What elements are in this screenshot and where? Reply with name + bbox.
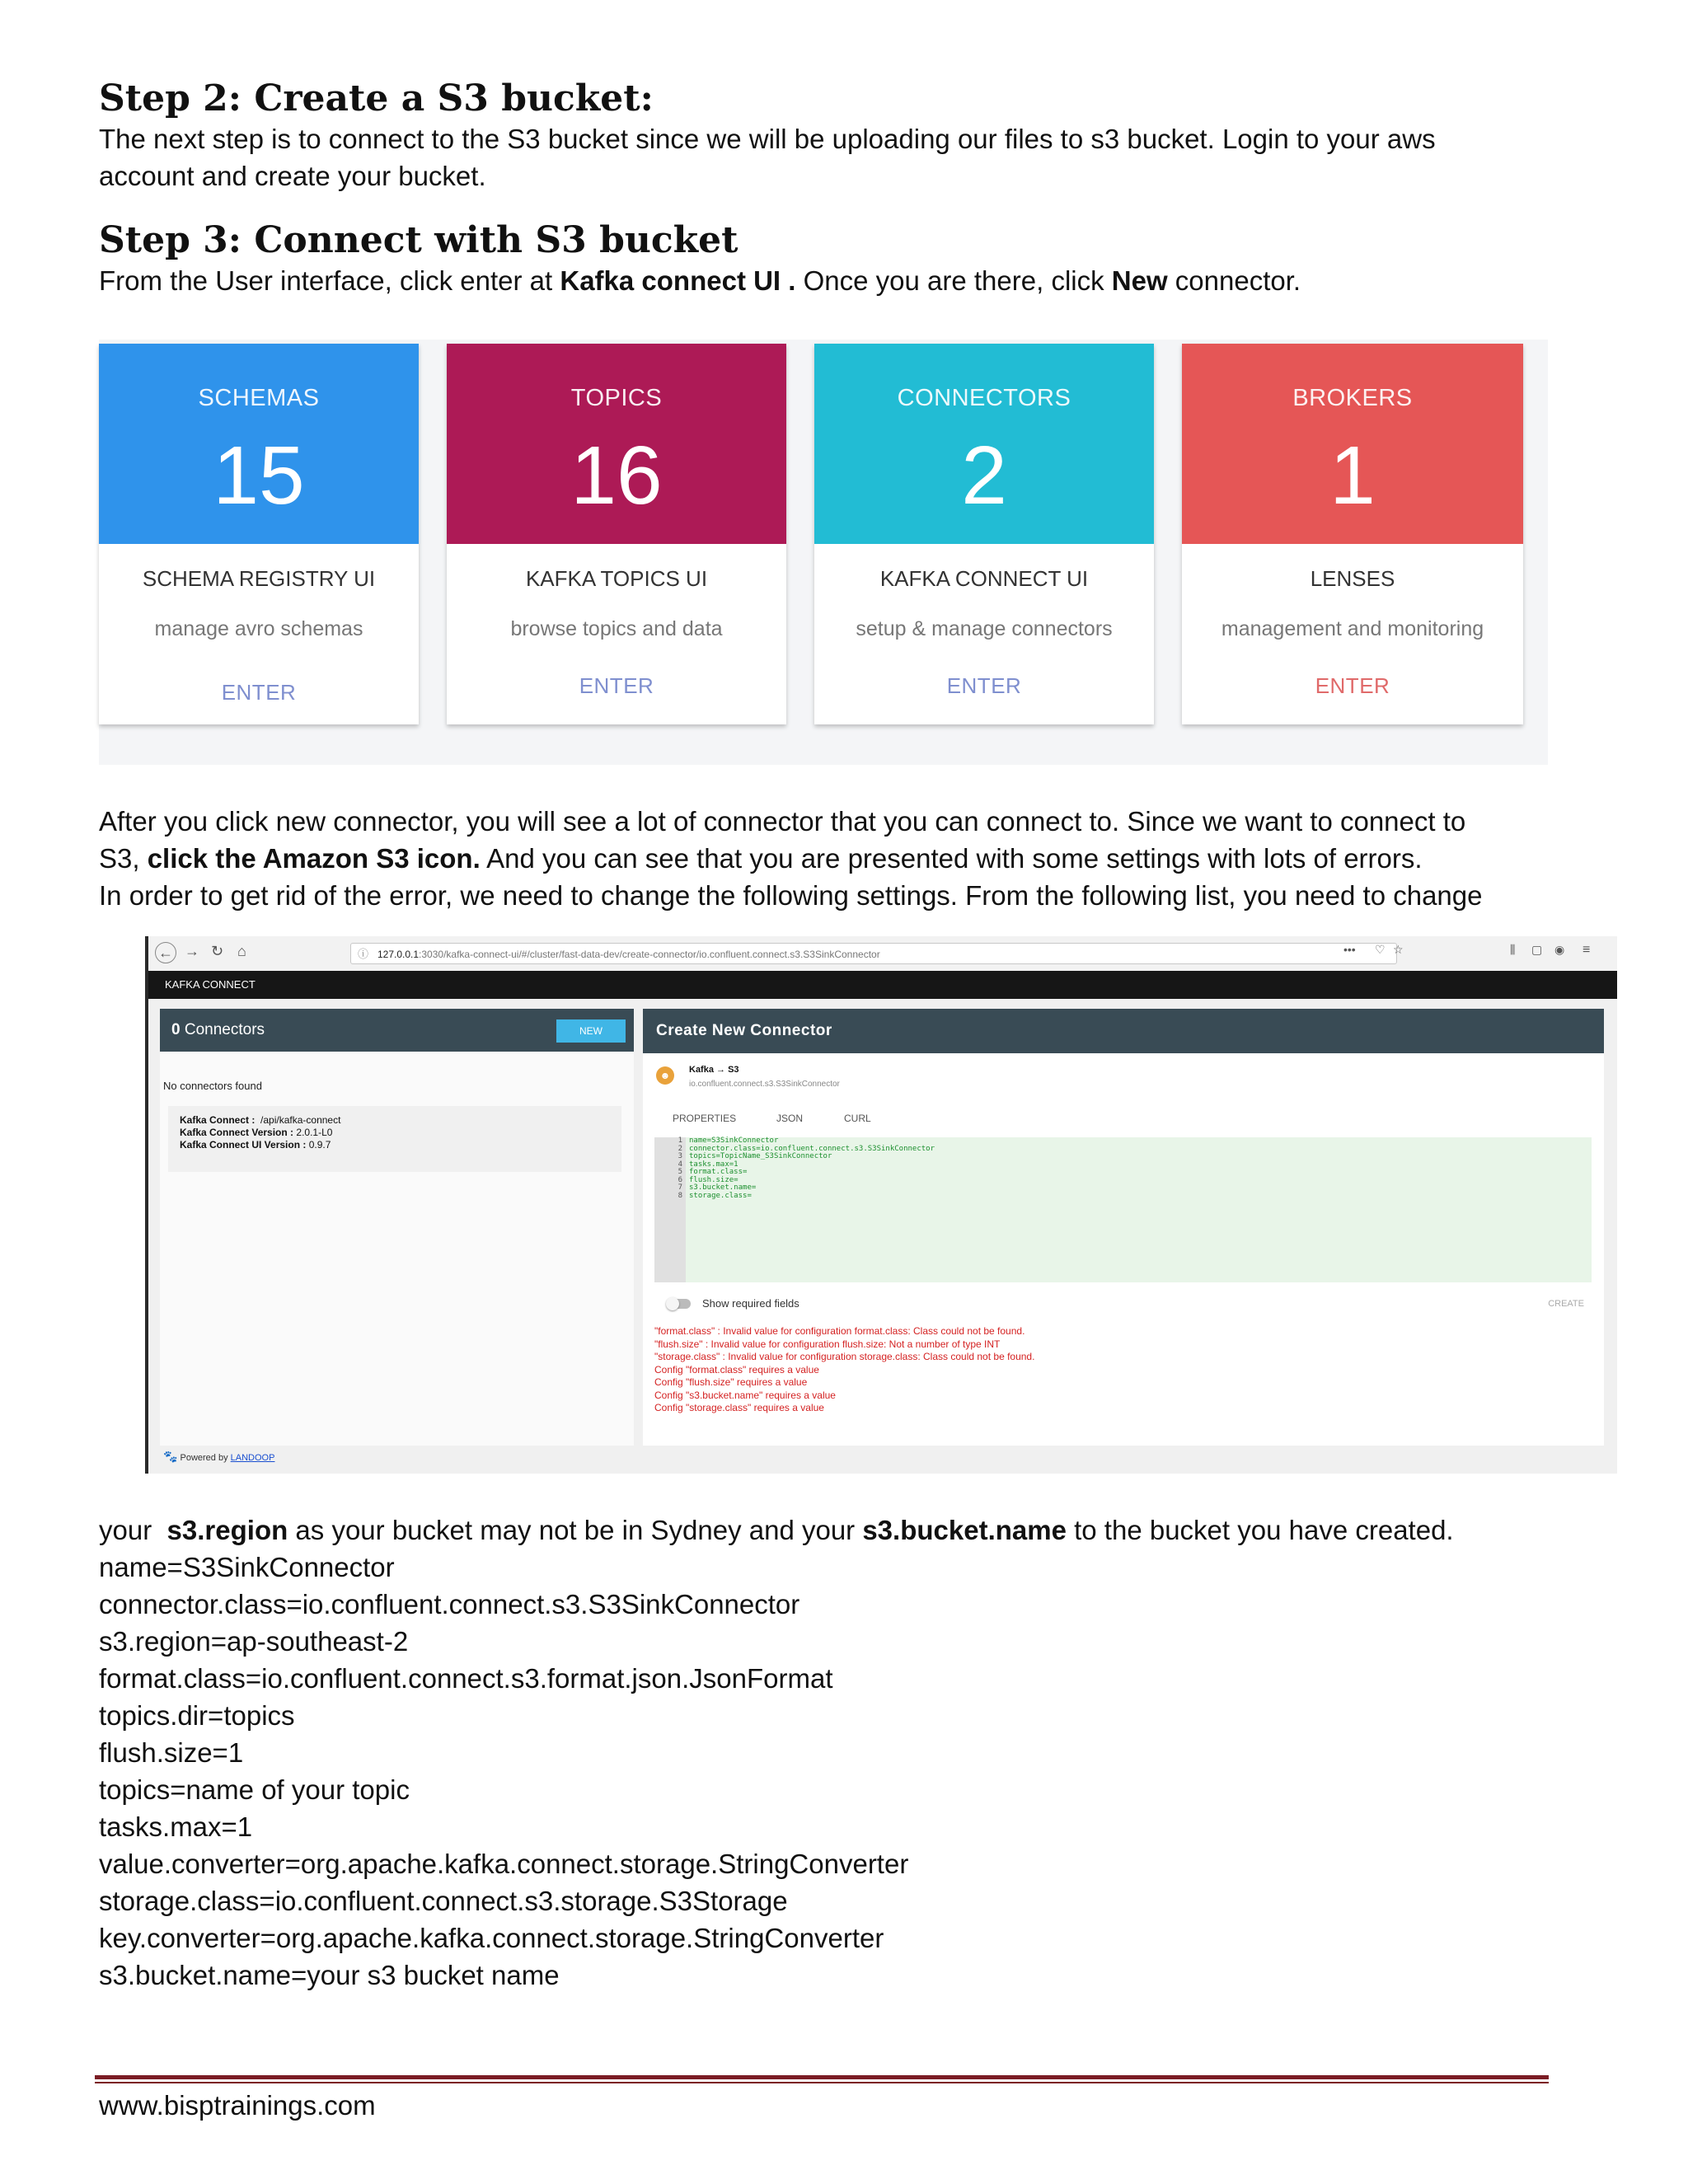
step3-intro-text-e: connector. — [1167, 265, 1301, 296]
step3-intro — [99, 262, 1550, 299]
reload-icon[interactable]: ↻ — [211, 943, 224, 959]
tile-connectors — [814, 344, 1154, 724]
account-icon[interactable]: ◉ — [1554, 943, 1565, 956]
properties-editor[interactable] — [654, 1137, 1592, 1282]
powered-by — [163, 1450, 274, 1464]
after-line2-c: And you can see that you are presented with some settings with lots of errors. — [480, 843, 1423, 874]
tile-connectors-category: CONNECTORS — [897, 385, 1071, 411]
footer — [99, 2087, 1550, 2124]
error-line: "flush.size" : Invalid value for configuration flush.size: Not a number of type INT — [654, 1338, 1001, 1350]
connector-class: io.confluent.connect.s3.S3SinkConnector — [689, 1080, 840, 1089]
tab-properties[interactable]: PROPERTIES — [673, 1113, 737, 1124]
app-title: KAFKA CONNECT — [148, 971, 1617, 999]
home-icon[interactable]: ⌂ — [237, 943, 246, 959]
landoop-link[interactable]: LANDOOP — [230, 1453, 275, 1463]
connector-name: Kafka → S3 — [689, 1065, 739, 1075]
tile-schemas-count: 15 — [213, 429, 305, 522]
after-line2 — [99, 840, 1550, 877]
connectors-title: Connectors — [184, 1021, 265, 1038]
setting-line: topics=name of your topic — [99, 1774, 410, 1805]
tile-connectors-desc: setup & manage connectors — [856, 617, 1113, 640]
tile-topics-header — [447, 344, 786, 544]
page-actions-icon[interactable]: ••• — [1343, 943, 1356, 956]
tile-topics-enter-button[interactable]: ENTER — [579, 673, 654, 698]
tile-topics-count: 16 — [570, 429, 663, 522]
step2-line2: account and create your bucket. — [99, 161, 486, 191]
tile-schemas-header — [99, 344, 419, 544]
info-label: Kafka Connect Version : — [180, 1127, 294, 1138]
settings-intro-s3-region: s3.region — [166, 1515, 288, 1545]
powered-by-text: Powered by — [180, 1453, 228, 1463]
tab-json[interactable]: JSON — [776, 1113, 804, 1124]
setting-line: s3.region=ap-southeast-2 — [99, 1626, 409, 1657]
tab-curl[interactable]: CURL — [844, 1113, 871, 1124]
landoop-dashboard-screenshot — [99, 340, 1548, 765]
tile-brokers-count: 1 — [1329, 429, 1376, 522]
footer-website: www.bisptrainings.com — [99, 2090, 376, 2121]
bookmark-star-icon[interactable]: ☆ — [1393, 943, 1404, 956]
setting-line: key.converter=org.apache.kafka.connect.storage.StringConverter — [99, 1923, 884, 1953]
error-line: "storage.class" : Invalid value for configuration storage.class: Class could not be found. — [654, 1351, 1035, 1362]
step3-intro-kafka-connect-ui: Kafka connect UI . — [560, 265, 796, 296]
tile-topics-desc: browse topics and data — [510, 617, 723, 640]
setting-line: topics.dir=topics — [99, 1700, 295, 1731]
tile-topics-category: TOPICS — [570, 385, 663, 411]
sidebar-icon[interactable]: ▢ — [1531, 943, 1543, 956]
step3-intro-text-c: Once you are there, click — [795, 265, 1112, 296]
tile-topics — [447, 344, 786, 724]
create-button[interactable]: CREATE — [1548, 1299, 1584, 1309]
settings-intro — [99, 1511, 1550, 1549]
error-line: Config "flush.size" requires a value — [654, 1376, 808, 1388]
footer-rule-thin — [95, 2082, 1549, 2083]
new-connector-button[interactable]: NEW — [556, 1019, 626, 1043]
code-line: topics=TopicName_S3SinkConnector — [689, 1152, 832, 1160]
step3-intro-new: New — [1111, 265, 1168, 296]
setting-line: s3.bucket.name=your s3 bucket name — [99, 1960, 560, 1990]
setting-line: tasks.max=1 — [99, 1811, 253, 1842]
tile-connectors-enter-button[interactable]: ENTER — [946, 673, 1022, 698]
pocket-icon[interactable]: ♡ — [1375, 943, 1386, 956]
setting-line: format.class=io.confluent.connect.s3.format.json.JsonFormat — [99, 1663, 833, 1694]
line-numbers: 1 2 3 4 5 6 7 8 — [654, 1137, 686, 1282]
after-line1: After you click new connector, you will see a lot of connector that you can connect to. Since we want to connect to — [99, 806, 1466, 837]
tile-brokers-header — [1182, 344, 1523, 544]
tile-brokers-desc: management and monitoring — [1221, 617, 1484, 640]
tile-brokers-name: LENSES — [1310, 566, 1395, 591]
error-line: Config "s3.bucket.name" requires a value — [654, 1389, 836, 1401]
settings-section — [99, 1511, 1550, 1994]
tile-connectors-name: KAFKA CONNECT UI — [879, 566, 1089, 591]
setting-line: name=S3SinkConnector — [99, 1552, 395, 1582]
settings-intro-e: to the bucket you have created. — [1066, 1515, 1454, 1545]
setting-line: storage.class=io.confluent.connect.s3.storage.S3Storage — [99, 1886, 788, 1916]
url-path: :3030/kafka-connect-ui/#/cluster/fast-data-dev/create-connector/io.confluent.connect.s3.S3SinkConnector — [419, 949, 880, 960]
tile-schemas-category: SCHEMAS — [198, 385, 320, 411]
info-label: Kafka Connect UI Version : — [180, 1139, 307, 1151]
editor-code — [689, 1137, 935, 1200]
settings-intro-bucket-name: s3.bucket.name — [862, 1515, 1067, 1545]
code-line: name=S3SinkConnector — [689, 1137, 779, 1145]
no-connectors-text: No connectors found — [163, 1080, 262, 1092]
tile-schemas-name: SCHEMA REGISTRY UI — [142, 566, 376, 591]
settings-intro-a: your — [99, 1515, 167, 1545]
back-icon[interactable]: ← — [155, 942, 176, 963]
forward-icon[interactable]: → — [185, 943, 199, 959]
code-line: connector.class=io.confluent.connect.s3.S3SinkConnector — [689, 1144, 935, 1153]
after-line2-a: S3, — [99, 843, 148, 874]
step3-heading: Step 3: Connect with S3 bucket — [99, 219, 738, 261]
kafka-connect-browser-screenshot — [145, 936, 1617, 1474]
tile-brokers-category: BROKERS — [1292, 385, 1413, 411]
url-host: 127.0.0.1 — [377, 949, 420, 960]
create-connector-title: Create New Connector — [643, 1009, 1604, 1053]
library-icon[interactable]: ⫼ — [1510, 943, 1516, 956]
tile-brokers-enter-button[interactable]: ENTER — [1315, 673, 1390, 698]
create-connector-panel — [643, 1009, 1604, 1446]
connectors-panel-header — [160, 1009, 634, 1052]
footer-rule — [95, 2075, 1549, 2079]
browser-toolbar — [148, 936, 1617, 972]
tile-topics-name: KAFKA TOPICS UI — [525, 566, 708, 591]
tile-schemas-desc: manage avro schemas — [154, 617, 363, 640]
tile-schemas-enter-button[interactable]: ENTER — [221, 680, 297, 705]
step2-section — [99, 77, 1550, 194]
setting-line: value.converter=org.apache.kafka.connect.storage.StringConverter — [99, 1849, 909, 1879]
after-line3: In order to get rid of the error, we need to change the following settings. From the following list, you need to change — [99, 880, 1483, 911]
tile-connectors-header — [814, 344, 1154, 544]
error-line: Config "format.class" requires a value — [654, 1363, 819, 1376]
step2-heading: Step 2: Create a S3 bucket: — [99, 77, 654, 120]
tile-connectors-count: 2 — [961, 429, 1007, 522]
after-paragraph — [99, 803, 1550, 914]
after-line2-bold: click the Amazon S3 icon. — [147, 843, 481, 874]
code-line: s3.bucket.name= — [689, 1183, 757, 1192]
menu-icon[interactable]: ≡ — [1582, 943, 1591, 957]
info-value: 2.0.1-L0 — [296, 1127, 333, 1138]
connectors-count: 0 — [171, 1021, 181, 1038]
connectors-panel — [160, 1009, 634, 1446]
step3-section — [99, 219, 1550, 299]
code-line: flush.size= — [689, 1175, 738, 1184]
error-line: "format.class" : Invalid value for configuration format.class: Class could not be found. — [654, 1325, 1025, 1337]
show-required-label: Show required fields — [702, 1297, 799, 1310]
step2-line1: The next step is to connect to the S3 bucket since we will be uploading our files to s3 bucket. Login to your aws — [99, 124, 1436, 154]
settings-intro-c: as your bucket may not be in Sydney and your — [288, 1515, 863, 1545]
info-row — [180, 1114, 610, 1127]
code-line: format.class= — [689, 1168, 748, 1176]
error-line: Config "storage.class" requires a value — [654, 1402, 824, 1413]
code-line: storage.class= — [689, 1191, 752, 1200]
tile-brokers — [1182, 344, 1523, 724]
info-label: Kafka Connect : — [180, 1114, 256, 1126]
info-value: /api/kafka-connect — [260, 1114, 341, 1126]
tile-schemas — [99, 344, 419, 724]
setting-line: flush.size=1 — [99, 1737, 244, 1768]
address-bar[interactable] — [350, 943, 1397, 964]
info-row — [180, 1127, 610, 1139]
code-line: tasks.max=1 — [689, 1160, 738, 1169]
step3-intro-text-a: From the User interface, click enter at — [99, 265, 560, 296]
validation-errors — [654, 1325, 1034, 1415]
connect-info-box — [168, 1106, 621, 1172]
info-value: 0.9.7 — [308, 1139, 331, 1151]
kafka-s3-icon: ☻ — [656, 1066, 674, 1085]
landoop-logo-icon: 🐾 — [163, 1450, 178, 1463]
info-icon: ⓘ — [358, 948, 369, 960]
info-row — [180, 1139, 610, 1151]
show-required-toggle[interactable] — [668, 1299, 691, 1309]
setting-line: connector.class=io.confluent.connect.s3.S3SinkConnector — [99, 1589, 800, 1619]
